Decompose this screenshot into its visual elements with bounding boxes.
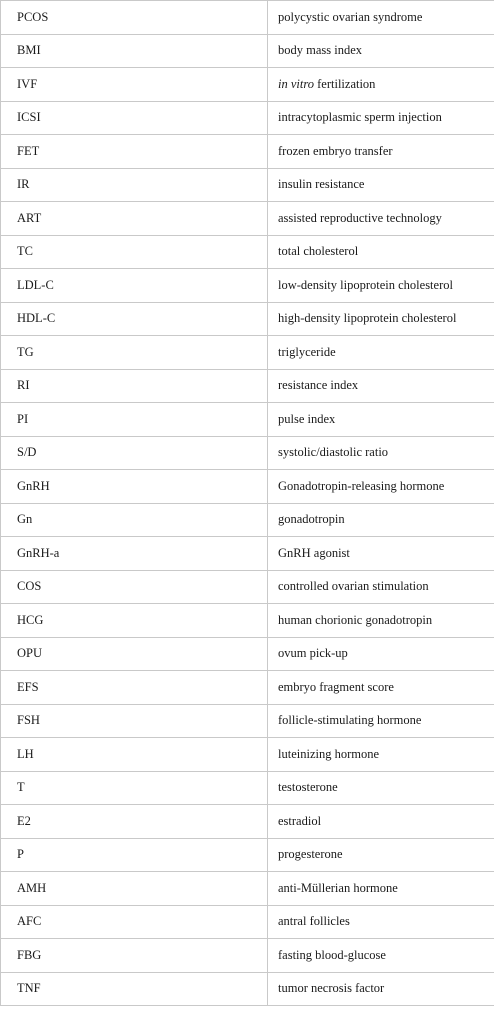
abbreviation-cell: TC — [1, 235, 268, 269]
abbreviation-cell: RI — [1, 369, 268, 403]
definition-cell — [268, 68, 494, 102]
table-row — [1, 302, 494, 336]
abbreviation-cell: GnRH-a — [1, 537, 268, 571]
definition-cell: systolic/diastolic ratio — [268, 436, 494, 470]
abbreviation-cell: BMI — [1, 34, 268, 68]
abbreviation-cell: PI — [1, 403, 268, 437]
definition-cell: total cholesterol — [268, 235, 494, 269]
definition-cell: ovum pick-up — [268, 637, 494, 671]
table-row — [1, 403, 494, 437]
table-row — [1, 135, 494, 169]
definition-cell: intracytoplasmic sperm injection — [268, 101, 494, 135]
abbreviation-cell: FET — [1, 135, 268, 169]
abbreviation-cell: GnRH — [1, 470, 268, 504]
table-row — [1, 704, 494, 738]
definition-cell: testosterone — [268, 771, 494, 805]
definition-cell: high-density lipoprotein cholesterol — [268, 302, 494, 336]
definition-cell: embryo fragment score — [268, 671, 494, 705]
definition-cell: anti-Müllerian hormone — [268, 872, 494, 906]
definition-cell: follicle-stimulating hormone — [268, 704, 494, 738]
abbreviation-cell: HCG — [1, 604, 268, 638]
table-row — [1, 637, 494, 671]
abbreviation-cell: LDL-C — [1, 269, 268, 303]
abbreviation-cell: AMH — [1, 872, 268, 906]
abbreviation-cell: TNF — [1, 972, 268, 1006]
table-row — [1, 872, 494, 906]
abbreviation-cell: S/D — [1, 436, 268, 470]
definition-cell: frozen embryo transfer — [268, 135, 494, 169]
definition-cell: assisted reproductive technology — [268, 202, 494, 236]
table-row — [1, 1, 494, 35]
definition-cell: insulin resistance — [268, 168, 494, 202]
abbreviation-cell: FBG — [1, 939, 268, 973]
table-row — [1, 68, 494, 102]
table-row — [1, 771, 494, 805]
definition-cell: controlled ovarian stimulation — [268, 570, 494, 604]
abbreviation-cell: E2 — [1, 805, 268, 839]
table-row — [1, 805, 494, 839]
abbreviation-cell: IR — [1, 168, 268, 202]
table-row — [1, 202, 494, 236]
definition-cell: polycystic ovarian syndrome — [268, 1, 494, 35]
table-row — [1, 537, 494, 571]
definition-cell: fasting blood-glucose — [268, 939, 494, 973]
table-row — [1, 604, 494, 638]
definition-cell: estradiol — [268, 805, 494, 839]
abbreviation-cell: EFS — [1, 671, 268, 705]
table-row — [1, 570, 494, 604]
definition-italic-text: in vitro — [278, 76, 314, 91]
abbreviation-cell: LH — [1, 738, 268, 772]
abbreviation-cell: ART — [1, 202, 268, 236]
abbreviation-cell: HDL-C — [1, 302, 268, 336]
abbreviation-cell: T — [1, 771, 268, 805]
definition-cell: pulse index — [268, 403, 494, 437]
definition-cell: progesterone — [268, 838, 494, 872]
table-row — [1, 738, 494, 772]
abbreviation-cell: TG — [1, 336, 268, 370]
table-row — [1, 905, 494, 939]
table-row — [1, 503, 494, 537]
abbreviation-cell: IVF — [1, 68, 268, 102]
table-row — [1, 838, 494, 872]
abbreviation-cell: PCOS — [1, 1, 268, 35]
abbreviation-cell: OPU — [1, 637, 268, 671]
abbreviations-table-body — [1, 1, 494, 1006]
table-row — [1, 939, 494, 973]
definition-cell: human chorionic gonadotropin — [268, 604, 494, 638]
definition-cell: Gonadotropin-releasing hormone — [268, 470, 494, 504]
abbreviation-cell: AFC — [1, 905, 268, 939]
table-row — [1, 369, 494, 403]
abbreviation-cell: Gn — [1, 503, 268, 537]
definition-cell: body mass index — [268, 34, 494, 68]
table-row — [1, 235, 494, 269]
abbreviation-cell: P — [1, 838, 268, 872]
definition-cell: GnRH agonist — [268, 537, 494, 571]
definition-cell: gonadotropin — [268, 503, 494, 537]
table-row — [1, 101, 494, 135]
definition-cell: antral follicles — [268, 905, 494, 939]
definition-cell: tumor necrosis factor — [268, 972, 494, 1006]
table-row — [1, 436, 494, 470]
abbreviation-cell: FSH — [1, 704, 268, 738]
table-row — [1, 470, 494, 504]
table-row — [1, 269, 494, 303]
table-row — [1, 671, 494, 705]
table-row — [1, 168, 494, 202]
table-row — [1, 336, 494, 370]
table-row — [1, 34, 494, 68]
definition-cell: triglyceride — [268, 336, 494, 370]
definition-cell: resistance index — [268, 369, 494, 403]
definition-text: fertilization — [314, 76, 376, 91]
table-row — [1, 972, 494, 1006]
abbreviation-cell: ICSI — [1, 101, 268, 135]
abbreviation-cell: COS — [1, 570, 268, 604]
definition-cell: luteinizing hormone — [268, 738, 494, 772]
definition-cell: low-density lipoprotein cholesterol — [268, 269, 494, 303]
